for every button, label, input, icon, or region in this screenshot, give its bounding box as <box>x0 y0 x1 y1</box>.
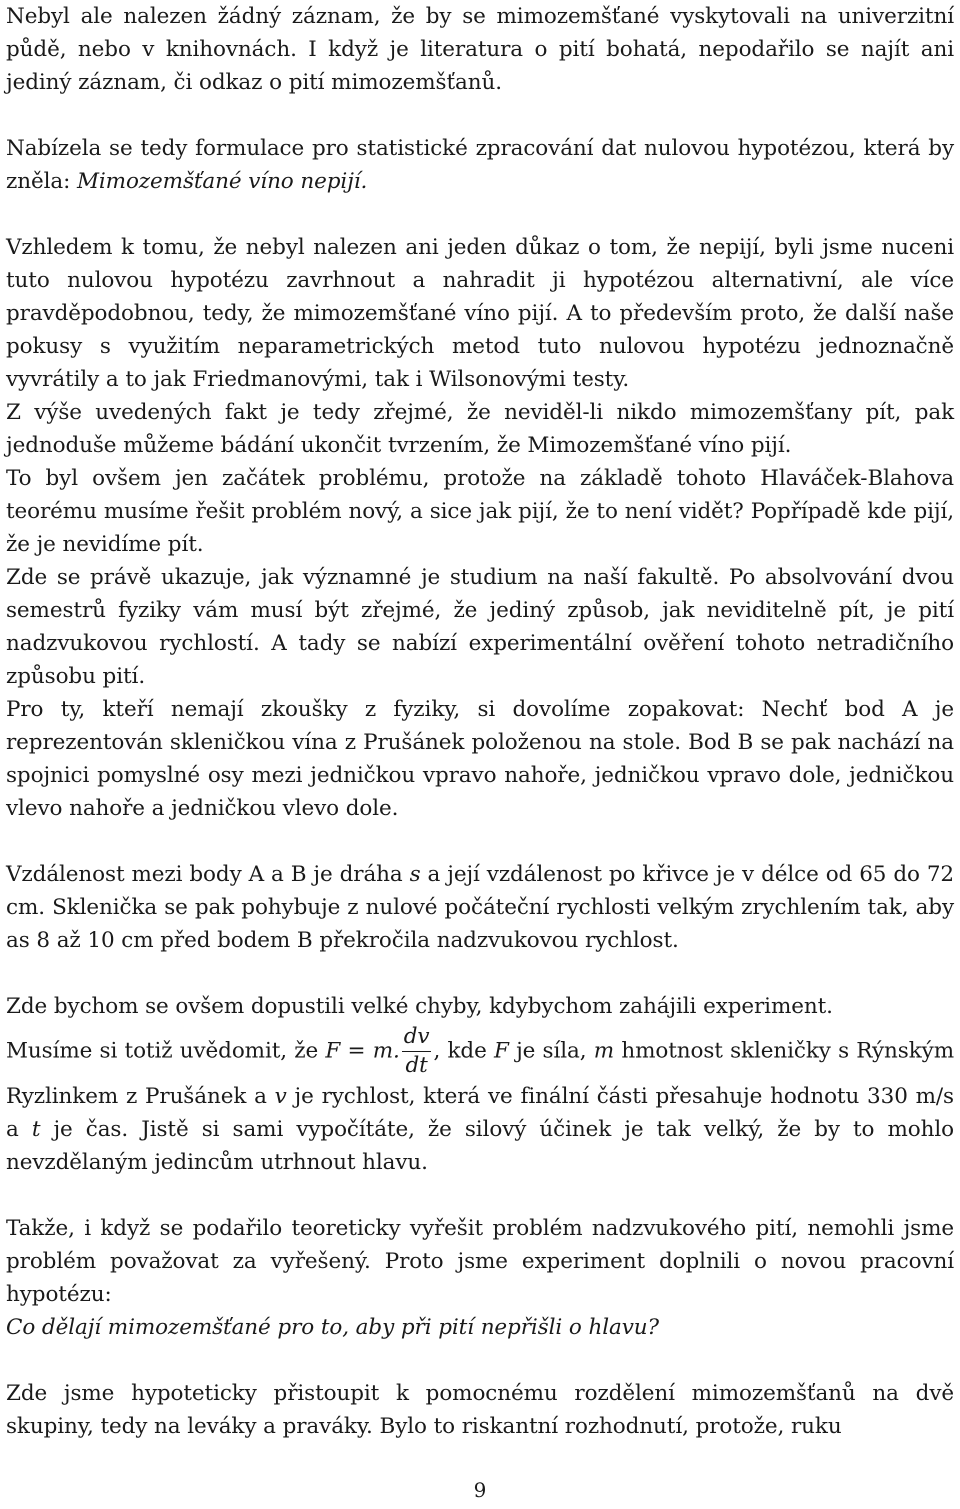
italic-question: Co dělají mimozemšťané pro to, aby při pití nepřišli o hlavu? <box>6 1315 659 1340</box>
paragraph-problem: To byl ovšem jen začátek problému, protože na základě tohoto Hlaváček-Blahova teorému musíme řešit problém nový, a sice jak pijí, že to není vidět? Popřípadě kde pijí, že je nevidíme pít. <box>6 466 954 557</box>
variable-F: F <box>493 1038 509 1064</box>
paragraph-text: je čas. Jistě si sami vypočítáte, že silový účinek je tak velký, že by to mohlo nevzdělaným jedincům utrhnout hlavu. <box>6 1117 954 1175</box>
formula-F: F <box>325 1038 341 1064</box>
paragraph-hypothesis: Takže, i když se podařilo teoreticky vyřešit problém nadzvukového pití, nemohli jsme problém považovat za vyřešený. Proto jsme experiment doplnili o novou pracovní hypotézu: <box>6 1216 954 1307</box>
paragraph-text: Musíme si totiž uvědomit, že <box>6 1038 326 1064</box>
variable-v: v <box>274 1084 287 1109</box>
fraction-numerator: dv <box>402 1023 432 1052</box>
paragraph-null-hypothesis <box>6 132 954 198</box>
paragraph-text: , kde <box>433 1038 494 1064</box>
formula-fraction <box>402 1023 432 1080</box>
variable-t: t <box>31 1117 41 1142</box>
variable-s: s <box>409 862 421 887</box>
paragraph-faculty: Zde se právě ukazuje, jak významné je studium na naší fakultě. Po absolvování dvou semestrů fyziky vám musí být zřejmé, že jediný způsob, jak neviditelně pít, je pití nadzvukovou rychlostí. A tady se nabízí experimentální ověření tohoto netradičního způsobu pití. <box>6 565 954 689</box>
paragraph-groups: Zde jsme hypoteticky přistoupit k pomocnému rozdělení mimozemšťanů na dvě skupiny, tedy na leváky a praváky. Bylo to riskantní rozhodnutí, protože, ruku <box>6 1381 954 1439</box>
paragraph-force <box>6 1023 954 1179</box>
spacer <box>6 825 954 858</box>
working-hypothesis-italic <box>6 1311 954 1344</box>
spacer <box>6 99 954 132</box>
paragraph-text: je rychlost, která ve finální části přesahuje hodnotu 330 m/s a <box>6 1084 954 1142</box>
variable-m: m <box>593 1038 615 1064</box>
spacer <box>6 198 954 231</box>
document-page <box>6 0 954 1443</box>
null-hypothesis-italic: Mimozemšťané víno nepijí. <box>76 169 368 194</box>
paragraph-distance <box>6 858 954 957</box>
paragraph-text: je síla, <box>508 1038 594 1064</box>
paragraph-text: Nabízela se tedy formulace pro statistické zpracování dat nulovou hypotézou, která by zněla: <box>6 136 954 194</box>
paragraph-alternative-hypothesis: Vzhledem k tomu, že nebyl nalezen ani jeden důkaz o tom, že nepijí, byli jsme nuceni tuto nulovou hypotézu zavrhnout a nahradit ji hypotézou alternativní, ale více pravděpodobnou, tedy, že mimozemšťané víno pijí. A to především proto, že další naše pokusy s využitím neparametrických metod tuto nulovou hypotézu jednoznačně vyvrátily a to jak Friedmanovými, tak i Wilsonovými testy. <box>6 235 954 392</box>
fraction-denominator: dt <box>405 1053 428 1078</box>
paragraph-physics: Pro ty, kteří nemají zkoušky z fyziky, si dovolíme zopakovat: Nechť bod A je reprezentován skleničkou vína z Prušánek položenou na stole. Bod B se pak nachází na spojnici pomyslné osy mezi jedničkou vpravo nahoře, jedničkou vpravo dole, jedničkou vlevo nahoře a jedničkou vlevo dole. <box>6 697 954 821</box>
paragraph-error-line: Zde bychom se ovšem dopustili velké chyby, kdybychom zahájili experiment. <box>6 994 833 1019</box>
paragraph-intro: Nebyl ale nalezen žádný záznam, že by se mimozemšťané vyskytovali na univerzitní půdě, nebo v knihovnách. I když je literatura o pití bohatá, nepodařilo se najít ani jediný záznam, či odkaz o pití mimozemšťanů. <box>6 4 954 95</box>
paragraph-text: a její vzdálenost po křivce je v délce od 65 do 72 cm. Sklenička se pak pohybuje z nulové počáteční rychlosti velkým zrychlením tak, aby as 8 až 10 cm před bodem B překročila nadzvukovou rychlost. <box>6 862 955 953</box>
spacer <box>6 1344 954 1377</box>
spacer <box>6 957 954 990</box>
paragraph-text: Vzdálenost mezi body A a B je dráha <box>6 862 410 887</box>
page-number: 9 <box>473 1478 487 1502</box>
paragraph-text: hmotnost skleničky s Rýnským Ryzlinkem z Prušánek a <box>6 1038 955 1109</box>
spacer <box>6 1179 954 1212</box>
paragraph-conclusion: Z výše uvedených fakt je tedy zřejmé, že neviděl-li nikdo mimozemšťany pít, pak jednoduše můžeme bádání ukončit tvrzením, že Mimozemšťané víno pijí. <box>6 400 954 458</box>
formula-eq: = m. <box>340 1038 400 1064</box>
